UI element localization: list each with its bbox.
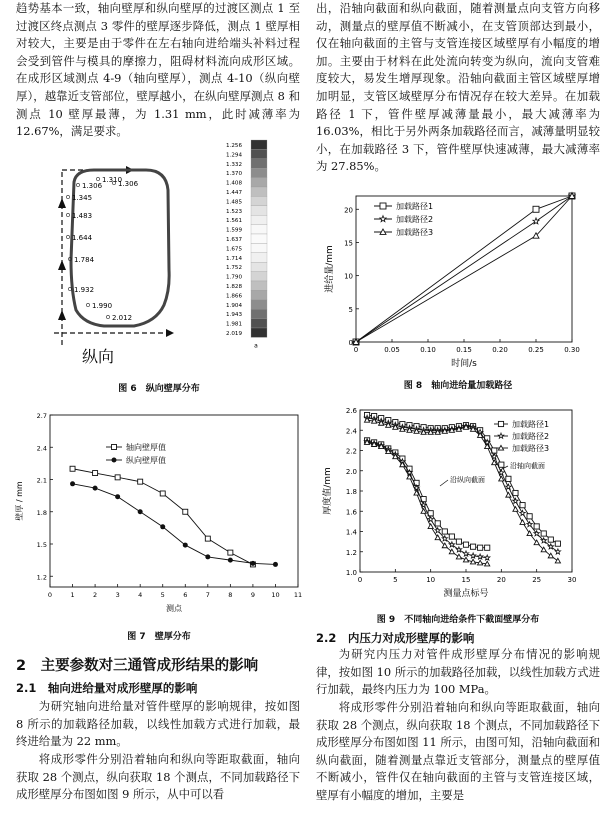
series-marker bbox=[205, 536, 210, 541]
x-tick-label: 10 bbox=[271, 591, 280, 599]
series-marker bbox=[499, 462, 504, 467]
fig6-caption: 图 6 纵向壁厚分布 bbox=[118, 384, 200, 394]
y-tick-label: 1.8 bbox=[345, 488, 357, 496]
y-tick-label: 5 bbox=[348, 305, 353, 314]
y-tick-label: 2.6 bbox=[345, 407, 357, 415]
fig6-scale-label: 1.523 bbox=[226, 208, 243, 215]
series-marker bbox=[555, 558, 560, 563]
legend-label: 加载路径3 bbox=[512, 444, 550, 453]
fig6-scale-label: 1.714 bbox=[226, 255, 243, 262]
fig6-scale-swatch bbox=[251, 253, 267, 262]
fig7-chart bbox=[10, 405, 303, 625]
series-line bbox=[367, 420, 558, 561]
fig6-point-marker bbox=[76, 183, 79, 186]
y-tick-label: 0 bbox=[348, 339, 353, 347]
x-tick-label: 0 bbox=[47, 591, 53, 599]
fig6-point-label: 1.932 bbox=[74, 286, 95, 294]
series-marker bbox=[70, 466, 75, 471]
fig6-scale-swatch bbox=[251, 206, 267, 215]
series-marker bbox=[520, 520, 525, 525]
y-tick-label: 10 bbox=[344, 272, 353, 281]
fig7-caption: 图 7 壁厚分布 bbox=[127, 632, 191, 642]
fig6-scale-swatch bbox=[251, 281, 267, 290]
y-axis-label: 厚度值/mm bbox=[323, 467, 333, 515]
series-marker bbox=[160, 524, 165, 529]
series-marker bbox=[228, 558, 233, 563]
right-top-paragraph: 出，沿轴向截面和纵向截面，随着测量点向支管方向移动，测量点的壁厚值不断减小，在支管顶部达到最小，仅在轴向截面的主管与支管连接区域壁厚有小幅度的增加。主要由于材料在此处流向转变为纵向，流向支管难度较大，易发生增厚现象。沿轴向截面主管区域壁厚增加明显，支管区域壁厚分布情况存在较大差异。在加载路径 1 下，管件壁厚减薄量最小，最大减薄率为 16.03%，相比于另外两条加载路径而言，减薄量明显较小，在加载路径 3 下，管件壁厚快速减薄，最大减薄率为 27.85%。 bbox=[316, 1, 600, 174]
series-marker bbox=[115, 475, 120, 480]
y-tick-label: 1.2 bbox=[36, 573, 47, 582]
series-marker bbox=[183, 543, 188, 548]
x-tick-label: 2 bbox=[93, 591, 98, 599]
fig6-point-marker bbox=[86, 303, 89, 306]
fig6-scale-label: 1.675 bbox=[226, 246, 243, 253]
series-line bbox=[367, 441, 487, 557]
fig6-scale-swatch bbox=[251, 149, 267, 158]
annotation-axial: 沿轴向截面 bbox=[510, 462, 545, 470]
legend-label: 纵向壁厚值 bbox=[126, 456, 166, 465]
fig9-chart bbox=[316, 404, 600, 604]
series-marker bbox=[555, 541, 560, 546]
fig6-scale-label: 1.256 bbox=[226, 143, 243, 149]
fig6-point-label: 1.306 bbox=[118, 180, 139, 188]
fig6-scale-label: 1.981 bbox=[226, 321, 243, 328]
x-axis-label: 测量点标号 bbox=[443, 589, 489, 599]
fig6-scale-swatch bbox=[251, 262, 267, 271]
series-marker bbox=[115, 494, 120, 499]
fig6-scale-swatch bbox=[251, 319, 267, 328]
series-marker bbox=[513, 507, 518, 512]
series-marker bbox=[470, 544, 475, 549]
series-marker bbox=[520, 510, 526, 515]
fig6-point-marker bbox=[96, 177, 99, 180]
series-marker bbox=[506, 476, 511, 481]
series-marker bbox=[555, 549, 561, 554]
series-line bbox=[73, 484, 276, 565]
x-tick-label: 1 bbox=[70, 591, 75, 599]
legend-label: 加载路径2 bbox=[396, 215, 434, 224]
x-tick-label: 0.30 bbox=[564, 346, 580, 354]
series-marker bbox=[456, 539, 461, 544]
series-marker bbox=[205, 554, 210, 559]
legend-marker bbox=[380, 216, 386, 222]
x-tick-label: 9 bbox=[250, 591, 255, 599]
series-marker bbox=[478, 545, 483, 550]
series-marker bbox=[428, 524, 433, 529]
fig6-point-label: 1.990 bbox=[92, 302, 113, 310]
fig9-caption: 图 9 不同轴向进给条件下截面壁厚分布 bbox=[376, 615, 540, 625]
legend-label: 加载路径1 bbox=[512, 420, 550, 429]
series-marker bbox=[273, 562, 278, 567]
series-marker bbox=[470, 553, 476, 558]
series-marker bbox=[93, 486, 98, 491]
series-line bbox=[356, 196, 572, 342]
y-tick-label: 15 bbox=[344, 239, 353, 248]
fig6-scale-swatch bbox=[251, 225, 267, 234]
x-tick-label: 4 bbox=[138, 591, 143, 599]
legend-marker bbox=[498, 433, 503, 438]
series-marker bbox=[485, 555, 490, 560]
fig6-scale-label: 1.637 bbox=[226, 237, 243, 243]
fig6-scale-unit: a bbox=[254, 342, 258, 350]
fig6-point-marker bbox=[66, 195, 69, 198]
fig6-scale-label: 1.294 bbox=[226, 152, 243, 159]
y-tick-label: 20 bbox=[344, 206, 353, 215]
series-marker bbox=[485, 545, 490, 550]
series-marker bbox=[138, 509, 143, 514]
series-marker bbox=[513, 490, 518, 495]
fig6-point-label: 1.644 bbox=[72, 234, 93, 242]
series-marker bbox=[506, 484, 511, 489]
x-tick-label: 5 bbox=[160, 591, 165, 599]
y-tick-label: 2.4 bbox=[345, 427, 357, 436]
fig6-scale-swatch bbox=[251, 140, 267, 149]
x-tick-label: 5 bbox=[393, 576, 398, 584]
series-marker bbox=[463, 551, 468, 556]
legend-label: 加载路径1 bbox=[396, 202, 434, 211]
series-marker bbox=[520, 503, 525, 508]
y-axis-label: 进给量/mm bbox=[325, 245, 335, 293]
series-marker bbox=[449, 534, 454, 539]
fig6-point-marker bbox=[106, 315, 109, 318]
fig6-scale-swatch bbox=[251, 290, 267, 299]
para-21a: 为研究轴向进给量对管件壁厚的影响规律，按如图 8 所示的加载路径加载，以线性加载方式进行加载，最终进给量为 22 mm。 bbox=[16, 699, 300, 749]
annotation-longitudinal-leader bbox=[440, 480, 448, 486]
series-marker bbox=[506, 492, 511, 497]
legend-marker bbox=[380, 203, 386, 209]
x-tick-label: 25 bbox=[532, 576, 542, 584]
x-tick-label: 10 bbox=[426, 576, 436, 584]
y-tick-label: 1.0 bbox=[345, 569, 357, 577]
fig6-point-label: 1.306 bbox=[82, 182, 103, 190]
series-marker bbox=[456, 554, 461, 559]
fig6-scale-swatch bbox=[251, 159, 267, 168]
y-axis-label: 壁厚 / mm bbox=[15, 481, 24, 521]
fig6-scale-label: 1.866 bbox=[226, 293, 243, 300]
series-marker bbox=[442, 529, 447, 534]
para-22: 为研究内压力对管件成形壁厚分布情况的影响规律，按如图 10 所示的加载路径加载，以线性加载方式进行加载，最终内压力为 100 MPa。 bbox=[316, 647, 600, 697]
y-tick-label: 1.4 bbox=[345, 528, 357, 537]
fig6-point-label: 1.784 bbox=[74, 256, 95, 264]
y-tick-label: 1.8 bbox=[36, 508, 47, 517]
fig6-scale-label: 1.752 bbox=[226, 265, 243, 272]
x-tick-label: 0.10 bbox=[420, 346, 436, 354]
series-marker bbox=[463, 542, 468, 547]
fig6-scale-swatch bbox=[251, 300, 267, 309]
fig6-point-label: 1.310 bbox=[102, 176, 123, 184]
y-tick-label: 2.2 bbox=[345, 447, 357, 456]
x-tick-label: 11 bbox=[293, 591, 303, 599]
x-tick-label: 8 bbox=[228, 591, 233, 599]
fig6-scale-swatch bbox=[251, 196, 267, 205]
series-line bbox=[367, 440, 487, 547]
fig6-scale-label: 1.485 bbox=[226, 199, 243, 206]
series-marker bbox=[548, 537, 553, 542]
series-marker bbox=[435, 528, 441, 533]
legend-marker bbox=[112, 458, 117, 463]
fig6-scale-swatch bbox=[251, 309, 267, 318]
fig6-direction-label: 纵向 bbox=[82, 347, 115, 366]
legend-label: 加载路径2 bbox=[512, 432, 550, 441]
fig6-scale-label: 1.943 bbox=[226, 312, 243, 319]
y-tick-label: 1.2 bbox=[345, 548, 357, 557]
fig6-point-label: 2.012 bbox=[112, 314, 133, 322]
series-marker bbox=[534, 524, 539, 529]
x-tick-label: 0 bbox=[353, 346, 359, 354]
fig6-scale-label: 1.828 bbox=[226, 284, 243, 290]
x-tick-label: 0.20 bbox=[492, 346, 508, 354]
plot-frame bbox=[50, 415, 298, 587]
x-tick-label: 0 bbox=[357, 576, 363, 584]
x-axis-label: 测点 bbox=[166, 604, 182, 613]
y-tick-label: 2.1 bbox=[36, 476, 47, 485]
series-marker bbox=[160, 491, 165, 496]
series-marker bbox=[435, 535, 440, 540]
fig6-scale-label: 1.447 bbox=[226, 190, 243, 196]
annotation-longitudinal: 沿纵向截面 bbox=[450, 476, 485, 484]
y-tick-label: 1.5 bbox=[36, 541, 47, 549]
para-21b: 将成形零件分别沿着轴向和纵向等距取截面，轴向获取 28 个测点，纵向获取 18 个测点，不同加载路径下成形壁厚分布图如图 9 所示，从中可以看 bbox=[16, 752, 300, 802]
para-22b: 将成形零件分别沿着轴向和纵向等距取截面，轴向获取 28 个测点，纵向获取 18 个测点，不同加载路径下成形壁厚分布图如图 11 所示，由图可知，沿轴向截面和纵向截面，随着测量点靠近支管部分，测量点的壁厚值不断减小，管件仅在轴向截面的主管与支管连接区域，壁厚有小幅度的增加，主要是 bbox=[316, 700, 600, 802]
series-marker bbox=[250, 561, 255, 566]
fig6-scale-swatch bbox=[251, 215, 267, 224]
fig6-point-label: 1.345 bbox=[72, 194, 93, 202]
fig6-scale-swatch bbox=[251, 272, 267, 281]
section2-title: 2 主要参数对三通管成形结果的影响 bbox=[16, 658, 259, 674]
fig6-scale-swatch bbox=[251, 234, 267, 243]
x-tick-label: 15 bbox=[461, 576, 471, 584]
series-marker bbox=[428, 517, 434, 522]
series-marker bbox=[138, 479, 143, 484]
x-tick-label: 20 bbox=[496, 576, 506, 584]
legend-label: 加载路径3 bbox=[396, 228, 434, 237]
series-marker bbox=[435, 521, 440, 526]
series-marker bbox=[228, 550, 233, 555]
x-tick-label: 6 bbox=[183, 591, 188, 599]
y-tick-label: 2.0 bbox=[345, 467, 357, 476]
series-marker bbox=[93, 471, 98, 476]
legend-marker bbox=[498, 421, 503, 426]
fig6-scale-label: 1.904 bbox=[226, 302, 243, 309]
fig8-chart bbox=[318, 190, 598, 370]
series-marker bbox=[477, 554, 483, 559]
x-tick-label: 3 bbox=[115, 591, 120, 599]
x-tick-label: 0.25 bbox=[528, 346, 544, 354]
y-tick-label: 1.6 bbox=[345, 508, 357, 517]
x-tick-label: 30 bbox=[567, 576, 577, 584]
x-tick-label: 0.05 bbox=[384, 346, 400, 354]
fig6-scale-label: 1.561 bbox=[226, 218, 243, 225]
fig6-scale-label: 2.019 bbox=[226, 331, 243, 337]
fig6-scale-swatch bbox=[251, 328, 267, 337]
section22-title: 2.2 内压力对成形壁厚的影响 bbox=[316, 631, 475, 645]
x-tick-label: 0.15 bbox=[456, 346, 472, 354]
fig6-point-label: 1.483 bbox=[72, 212, 93, 220]
fig6-scale-label: 1.790 bbox=[226, 274, 243, 281]
fig6-scale-label: 1.599 bbox=[226, 227, 243, 234]
x-axis-label: 时间/s bbox=[451, 359, 477, 369]
fig6-scale-swatch bbox=[251, 187, 267, 196]
series-marker bbox=[533, 206, 539, 212]
fig6-scale-swatch bbox=[251, 243, 267, 252]
series-marker bbox=[183, 509, 188, 514]
legend-marker bbox=[112, 445, 117, 450]
fig6-figure bbox=[14, 140, 304, 370]
x-tick-label: 7 bbox=[205, 591, 210, 599]
series-marker bbox=[70, 481, 75, 486]
series-marker bbox=[463, 557, 468, 562]
legend-label: 轴向壁厚值 bbox=[126, 443, 166, 452]
series-marker bbox=[541, 531, 546, 536]
fig6-point-marker bbox=[66, 213, 69, 216]
y-tick-label: 2.4 bbox=[36, 444, 47, 453]
fig6-scale-label: 1.408 bbox=[226, 180, 243, 187]
fig6-point-marker bbox=[66, 235, 69, 238]
fig6-scale-swatch bbox=[251, 168, 267, 177]
y-tick-label: 2.7 bbox=[36, 412, 47, 420]
fig6-scale-label: 1.370 bbox=[226, 171, 243, 178]
intro-paragraph: 趋势基本一致，轴向壁厚和纵向壁厚的过渡区测点 1 至过渡区终点测点 3 零件的壁厚逐步降低，测点 1 壁厚相对较大，主要是由于零件在左右轴向进给端头补料过程会受到管件与模具的摩擦力，阻碍材料流向成形区域。在成形区域测点 4-9（轴向壁厚），测点 4-10（纵向壁厚），越靠近支管部位，壁厚越小，在纵向壁厚测点 8 和测点 10 壁厚最薄，为 1.31 mm，此时减薄率为 12.67%，满足要求。 bbox=[16, 1, 300, 139]
fig6-scale-label: 1.332 bbox=[226, 161, 243, 168]
series-marker bbox=[513, 498, 519, 503]
series-line bbox=[73, 469, 253, 565]
fig6-scale-swatch bbox=[251, 178, 267, 187]
section21-title: 2.1 轴向进给量对成形壁厚的影响 bbox=[16, 681, 198, 695]
fig8-caption: 图 8 轴向进给量加载路径 bbox=[403, 381, 513, 391]
series-marker bbox=[527, 522, 532, 527]
series-marker bbox=[527, 531, 532, 536]
series-marker bbox=[527, 514, 532, 519]
